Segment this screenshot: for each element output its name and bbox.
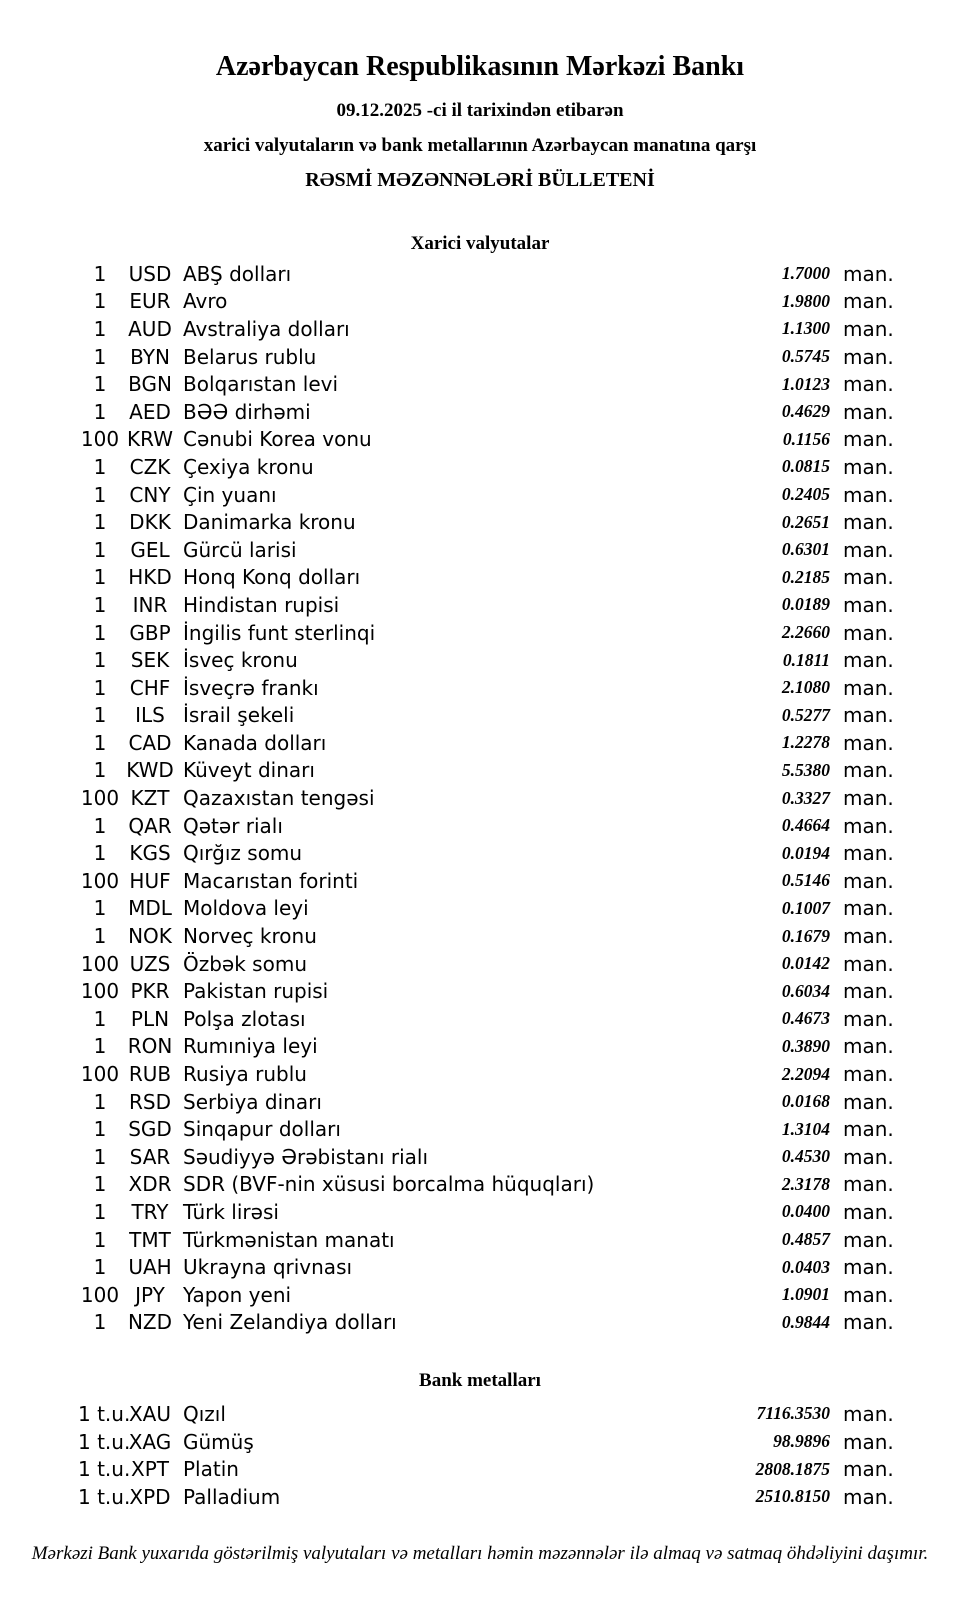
foreign-currencies-heading: Xarici valyutalar xyxy=(410,233,550,254)
rate-quantity: 1 xyxy=(93,1255,107,1280)
rate-quantity: 1 t.u. xyxy=(78,1457,131,1482)
rate-value: 0.0403 xyxy=(781,1256,830,1277)
rate-value: 0.4629 xyxy=(781,401,830,422)
rate-row xyxy=(0,950,960,978)
currency-name: Pakistan rupisi xyxy=(183,979,329,1004)
unit-label: man. xyxy=(843,730,894,755)
currency-code: XPD xyxy=(129,1484,171,1509)
currency-code: CHF xyxy=(129,675,171,700)
currency-code: EUR xyxy=(129,289,171,314)
rate-quantity: 1 xyxy=(93,344,107,369)
rate-value: 5.5380 xyxy=(781,759,830,780)
rate-quantity: 1 xyxy=(93,896,107,921)
unit-label: man. xyxy=(843,454,894,479)
rate-row xyxy=(0,370,960,398)
unit-label: man. xyxy=(843,675,894,700)
rate-quantity: 1 xyxy=(93,399,107,424)
rate-value: 0.0815 xyxy=(781,456,830,477)
unit-label: man. xyxy=(843,786,894,811)
rate-value: 0.1679 xyxy=(781,925,830,946)
rate-value: 98.9896 xyxy=(773,1431,830,1452)
currency-name: Hindistan rupisi xyxy=(183,592,340,617)
rate-value: 0.1811 xyxy=(782,649,830,670)
currency-code: GBP xyxy=(129,620,171,645)
currency-code: USD xyxy=(128,261,172,286)
rate-quantity: 1 xyxy=(93,454,107,479)
currency-name: İngilis funt sterlinqi xyxy=(183,620,376,645)
rate-row xyxy=(0,1483,960,1511)
rate-quantity: 1 xyxy=(93,648,107,673)
currency-code: SEK xyxy=(130,648,170,673)
currency-name: Yapon yeni xyxy=(183,1282,292,1307)
rate-value: 0.4530 xyxy=(781,1146,830,1167)
unit-label: man. xyxy=(843,868,894,893)
rate-value: 0.9844 xyxy=(781,1311,830,1332)
currency-name: İsveç kronu xyxy=(183,648,298,673)
foreign-currencies-table xyxy=(0,260,960,1336)
rate-value: 1.0123 xyxy=(781,373,830,394)
rate-row xyxy=(0,426,960,454)
currency-name: Belarus rublu xyxy=(183,344,317,369)
currency-code: CAD xyxy=(128,730,172,755)
currency-name: Türk lirəsi xyxy=(183,1199,279,1224)
rate-row xyxy=(0,1226,960,1254)
rate-quantity: 1 xyxy=(93,730,107,755)
rate-quantity: 1 xyxy=(93,510,107,535)
currency-name: Avro xyxy=(183,289,228,314)
unit-label: man. xyxy=(843,1310,894,1335)
currency-name: Çin yuanı xyxy=(183,482,277,507)
rate-value: 2510.8150 xyxy=(755,1486,830,1507)
rate-quantity: 1 t.u. xyxy=(78,1401,131,1426)
rate-quantity: 1 xyxy=(93,1227,107,1252)
rate-value: 0.2405 xyxy=(781,484,830,505)
unit-label: man. xyxy=(843,344,894,369)
rate-row xyxy=(0,1455,960,1483)
rate-quantity: 100 xyxy=(80,951,120,976)
unit-label: man. xyxy=(843,1034,894,1059)
unit-label: man. xyxy=(843,1457,894,1482)
rate-row xyxy=(0,1428,960,1456)
rate-row xyxy=(0,757,960,785)
currency-code: XDR xyxy=(128,1172,172,1197)
rate-value: 0.1156 xyxy=(782,428,830,449)
currency-code: ILS xyxy=(135,703,165,728)
currency-name: Danimarka kronu xyxy=(183,510,356,535)
currency-name: Qazaxıstan tengəsi xyxy=(183,786,375,811)
rate-row xyxy=(0,674,960,702)
rate-value: 2.2094 xyxy=(781,1063,830,1084)
rate-quantity: 100 xyxy=(80,427,120,452)
rate-row xyxy=(0,1253,960,1281)
rate-value: 7116.3530 xyxy=(756,1403,830,1424)
unit-label: man. xyxy=(843,482,894,507)
rate-value: 1.2278 xyxy=(781,732,830,753)
unit-label: man. xyxy=(843,1199,894,1224)
bulletin-title: RƏSMİ MƏZƏNNƏLƏRİ BÜLLETENİ xyxy=(305,169,655,191)
rate-value: 0.5146 xyxy=(781,870,830,891)
unit-label: man. xyxy=(843,1062,894,1087)
currency-name: SDR (BVF-nin xüsusi borcalma hüquqları) xyxy=(183,1172,595,1197)
currency-code: BGN xyxy=(128,372,172,397)
rate-quantity: 1 xyxy=(93,1144,107,1169)
currency-name: Qətər rialı xyxy=(183,813,283,838)
unit-label: man. xyxy=(843,565,894,590)
rate-quantity: 100 xyxy=(80,1282,120,1307)
rate-quantity: 1 xyxy=(93,841,107,866)
rate-value: 0.0189 xyxy=(781,594,830,615)
currency-code: RUB xyxy=(128,1062,172,1087)
unit-label: man. xyxy=(843,1429,894,1454)
currency-name: Qırğız somu xyxy=(183,841,303,866)
rate-row xyxy=(0,839,960,867)
rate-row xyxy=(0,1143,960,1171)
unit-label: man. xyxy=(843,951,894,976)
unit-label: man. xyxy=(843,372,894,397)
rate-value: 2.1080 xyxy=(781,677,830,698)
unit-label: man. xyxy=(843,1144,894,1169)
currency-code: CZK xyxy=(129,454,171,479)
rate-value: 0.2651 xyxy=(781,511,830,532)
rate-value: 0.4664 xyxy=(781,815,830,836)
rate-quantity: 100 xyxy=(80,979,120,1004)
rate-quantity: 1 xyxy=(93,1034,107,1059)
rate-row xyxy=(0,702,960,730)
currency-name: Ukrayna qrivnası xyxy=(183,1255,353,1280)
unit-label: man. xyxy=(843,261,894,286)
rate-quantity: 1 xyxy=(93,620,107,645)
rate-value: 1.7000 xyxy=(781,263,830,284)
currency-code: AUD xyxy=(128,316,172,341)
rate-value: 1.9800 xyxy=(781,290,830,311)
currency-name: Serbiya dinarı xyxy=(183,1089,322,1114)
currency-name: Səudiyyə Ərəbistanı rialı xyxy=(183,1144,429,1169)
rate-value: 0.5745 xyxy=(781,346,830,367)
rate-quantity: 100 xyxy=(80,1062,120,1087)
rate-row xyxy=(0,729,960,757)
currency-code: GEL xyxy=(130,537,170,562)
rate-quantity: 1 xyxy=(93,758,107,783)
rate-row xyxy=(0,564,960,592)
unit-label: man. xyxy=(843,399,894,424)
rate-quantity: 1 xyxy=(93,1310,107,1335)
unit-label: man. xyxy=(843,510,894,535)
bulletin-subtitle: xarici valyutaların və bank metallarının Azərbaycan manatına qarşı xyxy=(203,135,757,156)
rate-quantity: 1 xyxy=(93,289,107,314)
unit-label: man. xyxy=(843,979,894,1004)
rate-row xyxy=(0,977,960,1005)
rate-row xyxy=(0,619,960,647)
rate-quantity: 1 xyxy=(93,703,107,728)
currency-code: XAU xyxy=(128,1401,172,1426)
rate-row xyxy=(0,536,960,564)
currency-code: TMT xyxy=(129,1227,171,1252)
rate-quantity: 1 xyxy=(93,537,107,562)
rate-row xyxy=(0,1309,960,1337)
rate-row xyxy=(0,1060,960,1088)
rate-value: 1.1300 xyxy=(781,318,830,339)
currency-code: HKD xyxy=(128,565,172,590)
rate-value: 2808.1875 xyxy=(755,1458,830,1479)
unit-label: man. xyxy=(843,1255,894,1280)
rate-value: 0.0400 xyxy=(781,1201,830,1222)
currency-code: AED xyxy=(129,399,171,424)
unit-label: man. xyxy=(843,1172,894,1197)
rate-quantity: 1 xyxy=(93,1006,107,1031)
currency-code: NOK xyxy=(128,924,172,949)
rate-value: 1.3104 xyxy=(781,1118,830,1139)
unit-label: man. xyxy=(843,841,894,866)
unit-label: man. xyxy=(843,620,894,645)
currency-name: Platin xyxy=(183,1457,239,1482)
rate-quantity: 1 xyxy=(93,1172,107,1197)
rate-row xyxy=(0,1005,960,1033)
currency-code: INR xyxy=(132,592,168,617)
currency-code: PKR xyxy=(130,979,170,1004)
unit-label: man. xyxy=(843,703,894,728)
rate-row xyxy=(0,315,960,343)
rate-quantity: 1 xyxy=(93,924,107,949)
currency-code: SGD xyxy=(128,1117,172,1142)
rate-row xyxy=(0,646,960,674)
rate-value: 0.0194 xyxy=(781,842,830,863)
rate-row xyxy=(0,453,960,481)
currency-code: XPT xyxy=(131,1457,169,1482)
unit-label: man. xyxy=(843,1484,894,1509)
rate-row xyxy=(0,288,960,316)
unit-label: man. xyxy=(843,758,894,783)
rate-row xyxy=(0,260,960,288)
unit-label: man. xyxy=(843,316,894,341)
currency-name: İsveçrə frankı xyxy=(183,675,319,700)
rate-quantity: 1 xyxy=(93,261,107,286)
rate-row xyxy=(0,812,960,840)
unit-label: man. xyxy=(843,1117,894,1142)
rate-quantity: 1 xyxy=(93,1117,107,1142)
rate-value: 0.4857 xyxy=(781,1229,830,1250)
currency-code: MDL xyxy=(128,896,172,921)
currency-name: Yeni Zelandiya dolları xyxy=(183,1310,397,1335)
rate-value: 2.2660 xyxy=(781,622,830,643)
unit-label: man. xyxy=(843,289,894,314)
rate-row xyxy=(0,1033,960,1061)
unit-label: man. xyxy=(843,1089,894,1114)
effective-date-line: 09.12.2025 -ci il tarixindən etibarən xyxy=(336,100,624,121)
currency-name: Türkmənistan manatı xyxy=(183,1227,395,1252)
rate-row xyxy=(0,922,960,950)
currency-name: Qızıl xyxy=(183,1401,226,1426)
rate-value: 0.4673 xyxy=(781,1008,830,1029)
unit-label: man. xyxy=(843,896,894,921)
currency-code: RSD xyxy=(129,1089,171,1114)
rate-quantity: 1 xyxy=(93,813,107,838)
rate-row xyxy=(0,398,960,426)
currency-code: SAR xyxy=(129,1144,171,1169)
currency-name: Honq Konq dolları xyxy=(183,565,361,590)
rate-value: 2.3178 xyxy=(781,1173,830,1194)
rate-quantity: 100 xyxy=(80,786,120,811)
rate-row xyxy=(0,343,960,371)
unit-label: man. xyxy=(843,813,894,838)
rate-value: 0.0168 xyxy=(781,1091,830,1112)
currency-name: Rusiya rublu xyxy=(183,1062,307,1087)
rate-value: 0.3327 xyxy=(781,787,830,808)
currency-code: KWD xyxy=(126,758,174,783)
currency-name: BƏƏ dirhəmi xyxy=(183,399,311,424)
rate-row xyxy=(0,1281,960,1309)
rate-quantity: 1 xyxy=(93,316,107,341)
rate-quantity: 1 xyxy=(93,372,107,397)
rate-quantity: 1 xyxy=(93,592,107,617)
currency-name: Avstraliya dolları xyxy=(183,316,350,341)
currency-code: PLN xyxy=(130,1006,170,1031)
currency-name: Moldova leyi xyxy=(183,896,309,921)
currency-name: Özbək somu xyxy=(183,951,307,976)
currency-name: Gürcü larisi xyxy=(183,537,297,562)
currency-code: HUF xyxy=(129,868,171,893)
currency-code: JPY xyxy=(135,1282,165,1307)
unit-label: man. xyxy=(843,1006,894,1031)
rate-quantity: 1 xyxy=(93,565,107,590)
currency-code: BYN xyxy=(130,344,170,369)
rate-value: 0.6301 xyxy=(781,539,830,560)
unit-label: man. xyxy=(843,592,894,617)
rate-value: 1.0901 xyxy=(781,1284,830,1305)
rate-quantity: 1 t.u. xyxy=(78,1429,131,1454)
rate-quantity: 1 xyxy=(93,1199,107,1224)
rate-value: 0.2185 xyxy=(781,566,830,587)
currency-name: Küveyt dinarı xyxy=(183,758,315,783)
currency-code: TRY xyxy=(131,1199,169,1224)
rate-row xyxy=(0,508,960,536)
rate-value: 0.6034 xyxy=(781,980,830,1001)
unit-label: man. xyxy=(843,427,894,452)
currency-code: UZS xyxy=(129,951,171,976)
currency-name: Cənubi Korea vonu xyxy=(183,427,372,452)
rate-quantity: 100 xyxy=(80,868,120,893)
currency-name: Gümüş xyxy=(183,1429,254,1454)
currency-name: Norveç kronu xyxy=(183,924,317,949)
unit-label: man. xyxy=(843,648,894,673)
currency-code: RON xyxy=(127,1034,173,1059)
rate-row xyxy=(0,895,960,923)
rate-quantity: 1 xyxy=(93,482,107,507)
unit-label: man. xyxy=(843,1227,894,1252)
currency-code: KZT xyxy=(130,786,170,811)
rate-value: 0.3890 xyxy=(781,1035,830,1056)
currency-code: QAR xyxy=(128,813,172,838)
rate-row xyxy=(0,1400,960,1428)
rate-quantity: 1 xyxy=(93,675,107,700)
rate-row xyxy=(0,867,960,895)
rate-row xyxy=(0,1115,960,1143)
currency-name: Polşa zlotası xyxy=(183,1006,306,1031)
rate-row xyxy=(0,481,960,509)
currency-name: ABŞ dolları xyxy=(183,261,292,286)
rate-quantity: 1 t.u. xyxy=(78,1484,131,1509)
unit-label: man. xyxy=(843,924,894,949)
bank-metals-table xyxy=(0,1400,960,1510)
rate-row xyxy=(0,1198,960,1226)
currency-name: Kanada dolları xyxy=(183,730,327,755)
currency-code: NZD xyxy=(127,1310,173,1335)
page-title: Azərbaycan Respublikasının Mərkəzi Bankı xyxy=(215,51,745,82)
currency-name: Palladium xyxy=(183,1484,281,1509)
currency-code: KRW xyxy=(127,427,173,452)
currency-code: UAH xyxy=(128,1255,172,1280)
rate-value: 0.1007 xyxy=(781,897,830,918)
rate-row xyxy=(0,1088,960,1116)
unit-label: man. xyxy=(843,1282,894,1307)
currency-name: Macarıstan forinti xyxy=(183,868,359,893)
rate-row xyxy=(0,784,960,812)
currency-code: KGS xyxy=(129,841,171,866)
unit-label: man. xyxy=(843,1401,894,1426)
currency-name: Bolqarıstan levi xyxy=(183,372,339,397)
rate-value: 0.5277 xyxy=(781,704,830,725)
currency-code: DKK xyxy=(129,510,171,535)
currency-code: CNY xyxy=(129,482,171,507)
currency-name: Sinqapur dolları xyxy=(183,1117,341,1142)
rate-quantity: 1 xyxy=(93,1089,107,1114)
obligation-note: Mərkəzi Bank yuxarıda göstərilmiş valyutaları və metalları həmin məzənnələr ilə almaq və satmaq öhdəliyini daşımır. xyxy=(31,1542,929,1564)
bank-metals-heading: Bank metalları xyxy=(419,1370,541,1392)
currency-code: XAG xyxy=(128,1429,172,1454)
rate-value: 0.0142 xyxy=(781,953,830,974)
currency-name: Çexiya kronu xyxy=(183,454,314,479)
rate-row xyxy=(0,591,960,619)
currency-name: İsrail şekeli xyxy=(183,703,295,728)
currency-name: Rumıniya leyi xyxy=(183,1034,318,1059)
unit-label: man. xyxy=(843,537,894,562)
rate-row xyxy=(0,1171,960,1199)
